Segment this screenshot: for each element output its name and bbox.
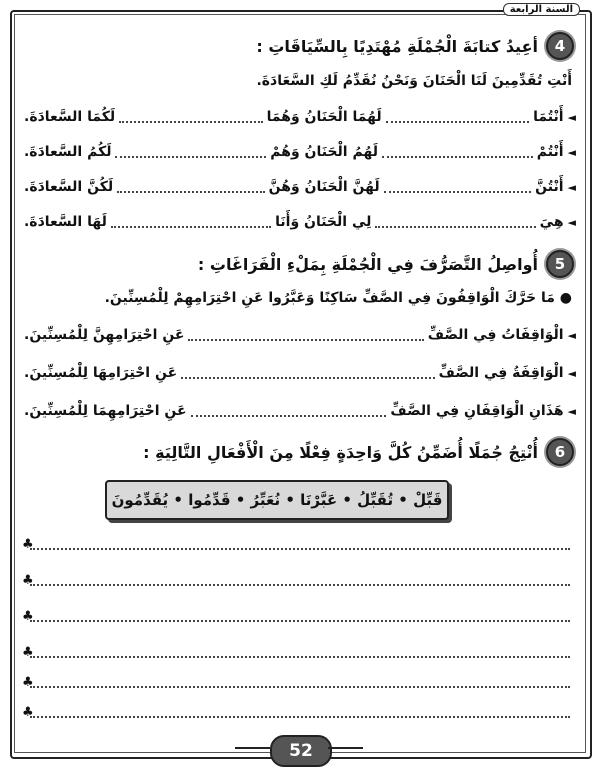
page-number-ornament bbox=[328, 747, 363, 749]
q4-row-3 bbox=[24, 172, 576, 202]
q6-number: 6 bbox=[546, 438, 574, 466]
answer-line[interactable] bbox=[30, 546, 570, 550]
q5-row-1 bbox=[24, 320, 576, 350]
page-number: 52 bbox=[270, 735, 332, 767]
q4-number: 4 bbox=[546, 32, 574, 60]
q4-row-1-b: لَهُمَا الْحَنَانُ وَهُمَا bbox=[266, 109, 382, 125]
q5-row-2-b: عَنِ احْتِرَامِهَا لِلْمُسِنِّينَ. bbox=[24, 365, 178, 381]
answer-line[interactable] bbox=[30, 714, 570, 718]
q4-row-4-b: لِي الْحَنَانُ وَأَنَا bbox=[275, 214, 372, 230]
verbs-box: قَبِّلْ • تُقَبِّلُ • عَبَّرْنَا • نُعَبِّرُ • قَدِّمُوا • يُقَدِّمُونَ bbox=[105, 480, 449, 520]
answer-line[interactable] bbox=[30, 654, 570, 658]
q4-row-1 bbox=[24, 102, 576, 132]
q5-example-text: مَا حَرَّكَ الْوَاقِفُونَ فِي الصَّفِّ سَاكِنًا وَعَبَّرُوا عَنِ احْتِرَامِهِمْ لِلْمُسِنِّينَ. bbox=[104, 290, 555, 306]
arrow-icon: ◄ bbox=[567, 145, 576, 159]
q5-example bbox=[105, 290, 572, 306]
arrow-icon: ◄ bbox=[567, 180, 576, 194]
q4-row-4-a: هِيَ bbox=[539, 214, 564, 230]
club-icon: ♣ bbox=[22, 675, 34, 690]
level-tag: السنة الرابعة bbox=[503, 3, 580, 16]
q6-title: أُنْتِجُ جُمَلًا أُضَمِّنُ كُلَّ وَاحِدَةٍ فِعْلًا مِنَ الْأَفْعَالِ التَّالِيَةِ : bbox=[143, 442, 538, 462]
q4-blank[interactable] bbox=[384, 181, 532, 193]
arrow-icon: ◄ bbox=[567, 404, 576, 418]
arrow-icon: ◄ bbox=[567, 328, 576, 342]
q4-row-4-c: لَهَا السَّعادَةَ. bbox=[23, 214, 107, 230]
club-icon: ♣ bbox=[22, 645, 34, 660]
q5-row-3 bbox=[24, 396, 576, 426]
q4-blank[interactable] bbox=[117, 181, 265, 193]
q4-row-4 bbox=[24, 207, 576, 237]
q5-row-1-a: الْوَاقِفَاتُ فِي الصَّفِّ bbox=[427, 327, 564, 343]
answer-line[interactable] bbox=[30, 582, 570, 586]
bullet-icon: ● bbox=[554, 290, 572, 306]
q4-example: أَنْتِ تُقَدِّمِينَ لَنَا الْحَنَانَ وَنَحْنُ نُقَدِّمُ لَكِ السَّعَادَةَ. bbox=[256, 73, 572, 89]
q5-row-2 bbox=[24, 358, 576, 388]
q4-blank[interactable] bbox=[119, 111, 262, 123]
q4-row-2-b: لَهُمُ الْحَنَانُ وَهُمْ bbox=[270, 144, 378, 160]
q4-heading bbox=[256, 32, 574, 60]
q4-row-2-c: لَكُمُ السَّعادَةَ. bbox=[23, 144, 112, 160]
q4-row-3-c: لَكُنَّ السَّعادَةَ. bbox=[24, 179, 114, 195]
club-icon: ♣ bbox=[22, 705, 34, 720]
page-number-ornament bbox=[235, 747, 270, 749]
q5-row-3-a: هَذَانِ الْوَاقِفَانِ فِي الصَّفِّ bbox=[390, 403, 564, 419]
arrow-icon: ◄ bbox=[567, 215, 576, 229]
q5-blank[interactable] bbox=[191, 405, 387, 417]
q5-row-3-b: عَنِ احْتِرَامِهِمَا لِلْمُسِنِّينَ. bbox=[24, 403, 187, 419]
q5-heading bbox=[198, 250, 574, 278]
q6-heading bbox=[143, 438, 574, 466]
q4-blank[interactable] bbox=[386, 111, 529, 123]
q4-blank[interactable] bbox=[115, 146, 266, 158]
q4-row-2 bbox=[24, 137, 576, 167]
q4-row-1-c: لَكُمَا السَّعادَةَ. bbox=[24, 109, 116, 125]
q4-title: أعِيدُ كتابَةَ الْجُمْلَةِ مُهْتَدِيًا بِالسِّيَاقَاتِ : bbox=[256, 36, 538, 56]
q5-row-1-b: عَنِ احْتِرَامِهِنَّ لِلْمُسِنِّينَ. bbox=[24, 327, 185, 343]
arrow-icon: ◄ bbox=[567, 366, 576, 380]
club-icon: ♣ bbox=[22, 609, 34, 624]
q4-row-2-a: أَنْتُمْ bbox=[536, 144, 564, 160]
q4-row-3-b: لَهُنَّ الْحَنَانُ وَهُنَّ bbox=[268, 179, 380, 195]
q5-blank[interactable] bbox=[188, 329, 423, 341]
answer-line[interactable] bbox=[30, 684, 570, 688]
club-icon: ♣ bbox=[22, 573, 34, 588]
club-icon: ♣ bbox=[22, 537, 34, 552]
q4-blank[interactable] bbox=[111, 216, 271, 228]
q5-number: 5 bbox=[546, 250, 574, 278]
q4-row-3-a: أَنْتُنَّ bbox=[535, 179, 564, 195]
q5-blank[interactable] bbox=[181, 367, 434, 379]
q4-blank[interactable] bbox=[382, 146, 533, 158]
q5-row-2-a: الْوَاقِفَةُ فِي الصَّفِّ bbox=[438, 365, 564, 381]
q5-title: أُواصِلُ التَّصَرُّفَ فِي الْجُمْلَةِ بِمَلْءِ الْفَرَاغَاتِ : bbox=[197, 254, 538, 274]
q4-row-1-a: أَنْتُمَا bbox=[533, 109, 564, 125]
arrow-icon: ◄ bbox=[567, 110, 576, 124]
answer-line[interactable] bbox=[30, 618, 570, 622]
q4-blank[interactable] bbox=[375, 216, 535, 228]
